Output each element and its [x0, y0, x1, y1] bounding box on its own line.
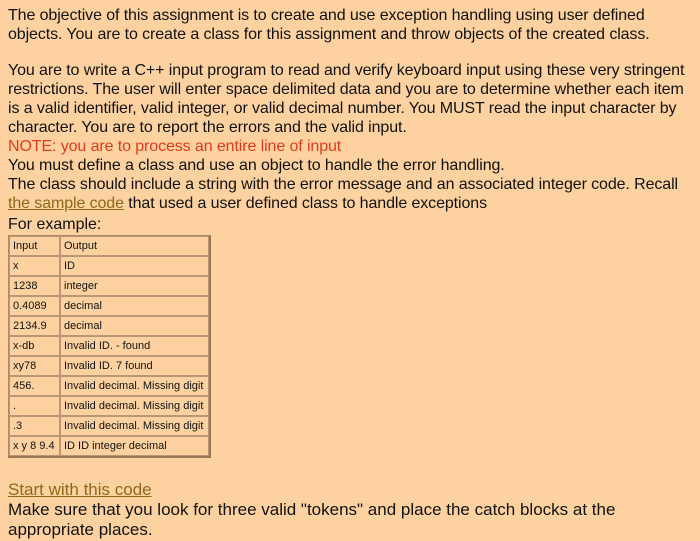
assignment-content — [8, 6, 698, 540]
intro-line-1: The objective of this assignment is to create and use exception handling using user defined — [8, 7, 645, 24]
input-cell: 2134.9 — [9, 316, 60, 336]
table-header-row — [9, 236, 209, 256]
input-cell: x y 8 9.4 — [9, 436, 60, 456]
table-row — [9, 256, 209, 276]
body-line-5: You must define a class and use an object to handle the error handling. — [8, 157, 505, 174]
output-cell: Invalid ID. - found — [60, 336, 209, 356]
output-cell: ID ID integer decimal — [60, 436, 209, 456]
table-row — [9, 336, 209, 356]
paragraph-gap — [8, 44, 698, 61]
body-line-1: You are to write a C++ input program to read and verify keyboard input using these very stringent — [8, 62, 685, 79]
output-cell: Invalid ID. 7 found — [60, 356, 209, 376]
table-row — [9, 376, 209, 396]
table-row — [9, 276, 209, 296]
header-input: Input — [9, 236, 60, 256]
input-cell: .3 — [9, 416, 60, 436]
footer-start-line — [8, 480, 698, 500]
output-cell: Invalid decimal. Missing digit — [60, 416, 209, 436]
table-row — [9, 416, 209, 436]
output-cell: ID — [60, 256, 209, 276]
section-gap — [8, 458, 698, 480]
output-cell: decimal — [60, 316, 209, 336]
body-line-3: is a valid identifier, valid integer, or valid decimal number. You MUST read the input character by — [8, 100, 677, 117]
example-table — [8, 235, 211, 458]
sample-code-link[interactable]: the sample code — [8, 195, 124, 212]
example-heading: For example: — [8, 216, 102, 233]
body-line-2: restrictions. The user will enter space delimited data and you are to determine whether each item — [8, 81, 684, 98]
input-cell: x-db — [9, 336, 60, 356]
output-cell: Invalid decimal. Missing digit — [60, 376, 209, 396]
footer-line-1: Make sure that you look for three valid "tokens" and place the catch blocks at the — [8, 500, 616, 519]
header-output: Output — [60, 236, 209, 256]
body-line-6: The class should include a string with the error message and an associated integer code. Recall — [8, 176, 678, 193]
footer-line-2: appropriate places. — [8, 520, 153, 539]
table-row — [9, 316, 209, 336]
note-line: NOTE: you are to process an entire line of input — [8, 138, 342, 155]
table-row — [9, 396, 209, 416]
table-row — [9, 356, 209, 376]
input-cell: xy78 — [9, 356, 60, 376]
input-cell: 1238 — [9, 276, 60, 296]
start-code-link[interactable]: Start with this code — [8, 480, 152, 499]
output-cell: integer — [60, 276, 209, 296]
body-line-4: character. You are to report the errors and the valid input. — [8, 119, 407, 136]
body-line-7 — [8, 194, 698, 213]
input-cell: 0.4089 — [9, 296, 60, 316]
table-row — [9, 296, 209, 316]
table-row — [9, 436, 209, 456]
input-cell: . — [9, 396, 60, 416]
intro-line-2: objects. You are to create a class for this assignment and throw objects of the created class. — [8, 26, 650, 43]
output-cell: decimal — [60, 296, 209, 316]
output-cell: Invalid decimal. Missing digit — [60, 396, 209, 416]
input-cell: x — [9, 256, 60, 276]
input-cell: 456. — [9, 376, 60, 396]
body-line-7-rest: that used a user defined class to handle exceptions — [123, 195, 487, 212]
